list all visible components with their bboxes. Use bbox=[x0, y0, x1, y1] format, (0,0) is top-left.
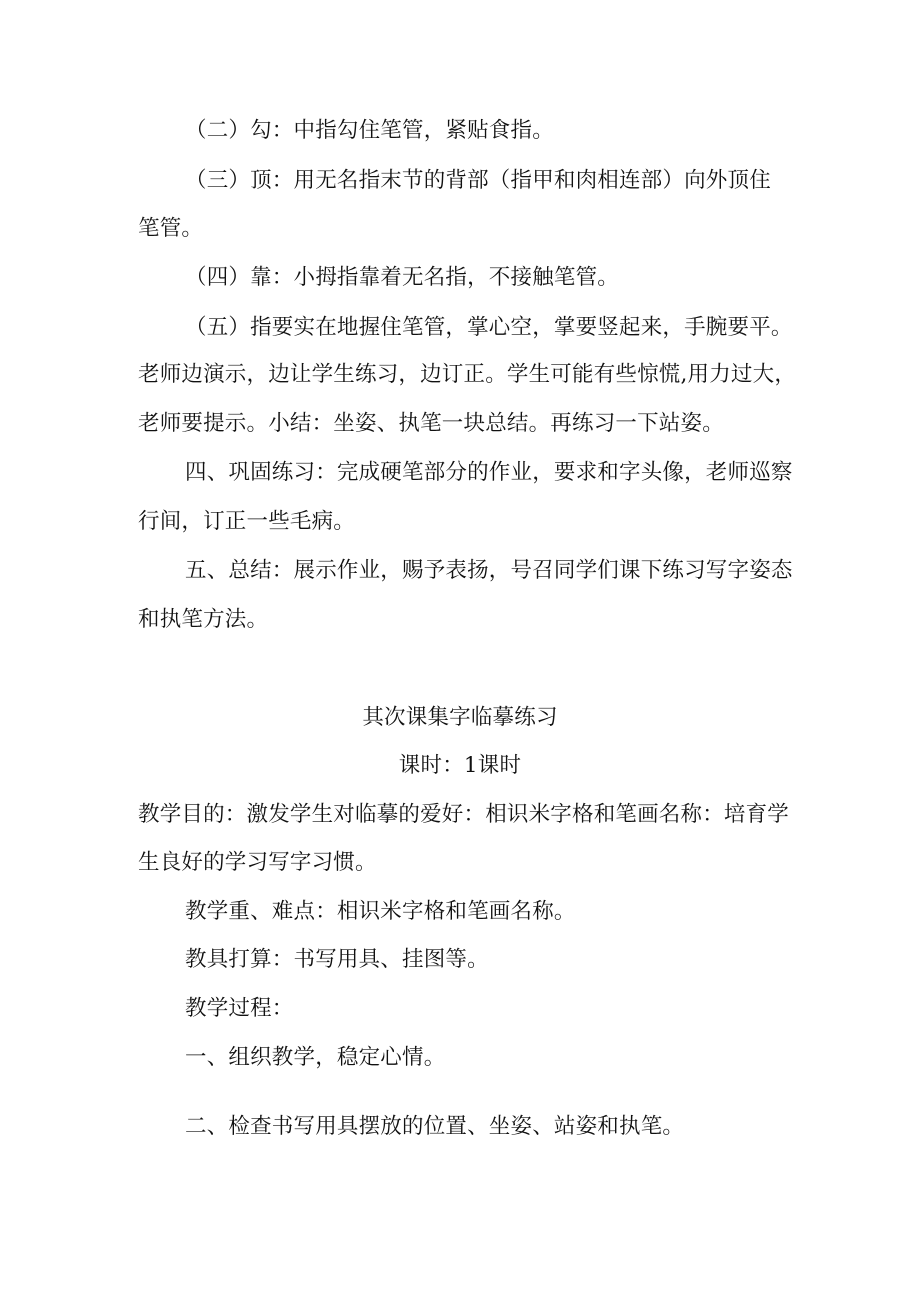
paragraph-step-wu-line3: 老师要提示。小结：坐姿、执笔一块总结。再练习一下站姿。 bbox=[138, 411, 724, 436]
process-step2: 二、检查书写用具摆放的位置、坐姿、站姿和执笔。 bbox=[185, 1114, 685, 1139]
key-points: 教学重、难点：相识米字格和笔画名称。 bbox=[185, 899, 576, 924]
paragraph-step4-line2: 行间，订正一些毛病。 bbox=[138, 509, 356, 534]
paragraph-step5-line2: 和执笔方法。 bbox=[138, 607, 269, 632]
process-step1: 一、组织教学，稳定心情。 bbox=[185, 1045, 446, 1070]
teaching-materials: 教具打算：书写用具、挂图等。 bbox=[185, 947, 489, 972]
teaching-goal-line1: 教学目的：激发学生对临摹的爱好：相识米字格和笔画名称：培育学 bbox=[138, 802, 790, 827]
paragraph-step-si: （四）靠：小拇指靠着无名指，不接触笔管。 bbox=[185, 265, 620, 290]
lesson-title: 其次课集字临摹练习 bbox=[362, 705, 558, 730]
teaching-process-heading: 教学过程： bbox=[185, 996, 294, 1021]
paragraph-step4-line1: 四、巩固练习：完成硬笔部分的作业，要求和字头像，老师巡察 bbox=[185, 460, 793, 485]
paragraph-step-san-line1: （三）顶：用无名指末节的背部（指甲和肉相连部）向外顶住 bbox=[185, 168, 771, 193]
paragraph-step-san-line2: 笔管。 bbox=[138, 216, 204, 241]
paragraph-step5-line1: 五、总结：展示作业，赐予表扬，号召同学们课下练习写字姿态 bbox=[185, 558, 793, 583]
teaching-goal-line2: 生良好的学习写字习惯。 bbox=[138, 850, 377, 875]
lesson-period: 课时：1课时 bbox=[398, 753, 522, 778]
paragraph-step-wu-line1: （五）指要实在地握住笔管，掌心空，掌要竖起来，手腕要平。 bbox=[185, 315, 793, 340]
paragraph-step-wu-line2: 老师边演示，边让学生练习，边订正。学生可能有些惊慌,用力过大， bbox=[138, 362, 797, 387]
paragraph-step-er: （二）勾：中指勾住笔管，紧贴食指。 bbox=[185, 118, 554, 143]
